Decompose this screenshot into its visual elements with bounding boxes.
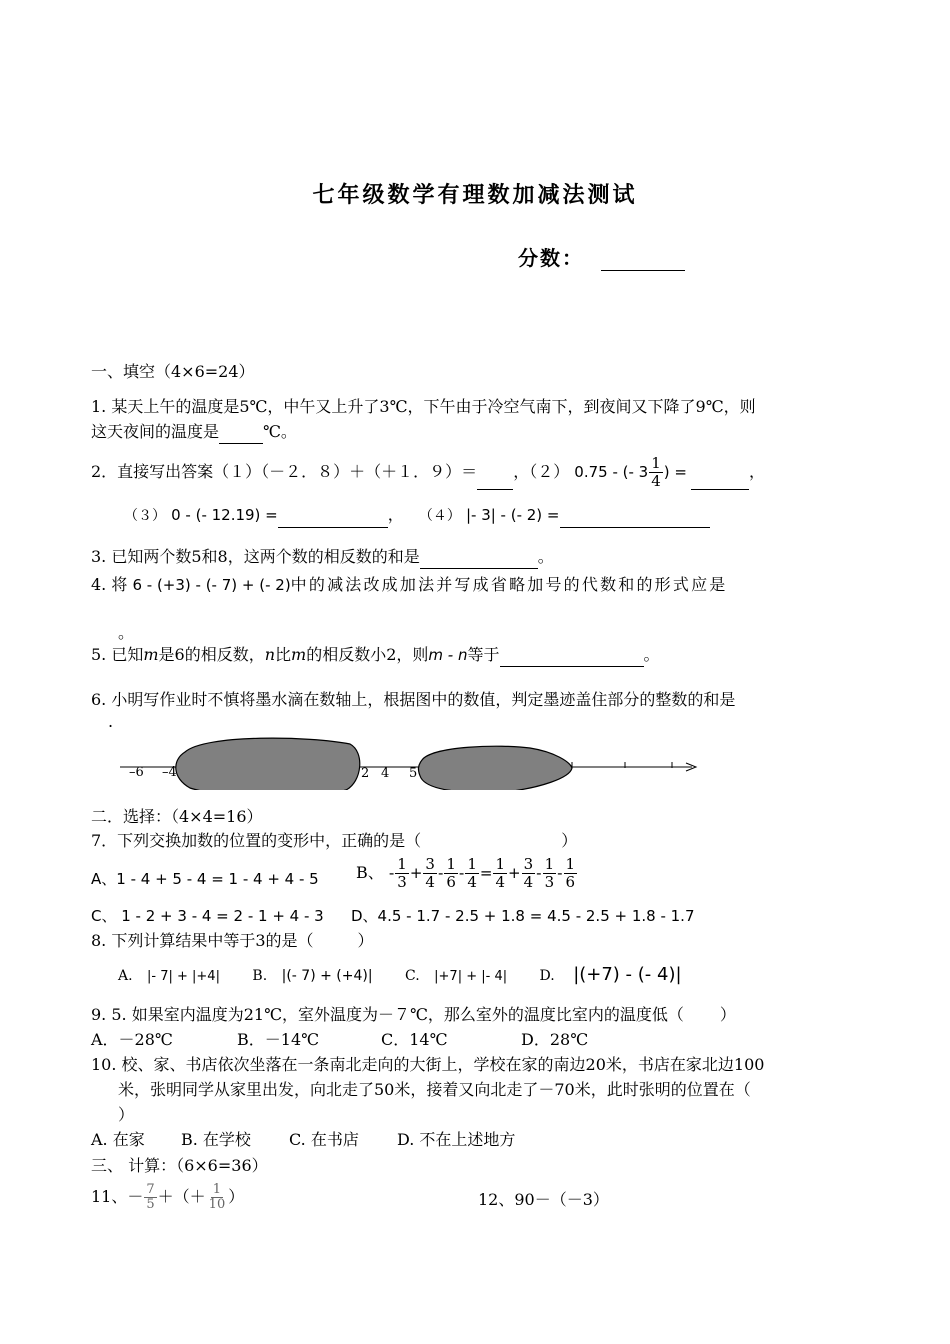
q2-blank4[interactable] <box>560 509 710 528</box>
q2-comma: ， <box>748 462 765 481</box>
q2-blank1[interactable] <box>477 471 513 490</box>
q8-a-expr: |- 7| + |+4| <box>147 969 220 984</box>
den: 4 <box>495 873 506 891</box>
q9-option-d[interactable]: D．28℃ <box>521 1030 589 1049</box>
frac <box>444 856 458 891</box>
q5-m2: m <box>291 645 307 664</box>
q8-c-expr: |+7| + |- 4| <box>434 969 508 984</box>
num: 1 <box>495 855 506 873</box>
q7-line <box>91 829 577 853</box>
q7-b-label: B、 <box>356 863 384 882</box>
q3-text: 3. 已知两个数5和8，这两个数的相反数的和是 <box>91 547 420 566</box>
q7-c-text: C、 1 - 2 + 3 - 4 = 2 - 1 + 4 - 3 <box>91 907 324 925</box>
score-blank[interactable] <box>601 248 685 271</box>
q5-text4: 的相反数小2，则 <box>306 645 429 664</box>
label-2: 2 <box>361 766 370 781</box>
den: 4 <box>523 873 534 891</box>
q2-num: 1 <box>651 454 661 472</box>
q7-text: 7．下列交换加数的位置的变形中，正确的是（ <box>91 831 422 850</box>
q10-line2: 米，张明同学从家里出发，向北走了50米，接着又向北走了－70米，此时张明的位置在（ <box>118 1080 751 1099</box>
q1-blank[interactable] <box>219 425 263 444</box>
q8-text: 8. 下列计算结果中等于3的是（ <box>91 931 314 950</box>
q9-option-a[interactable]: A．－28℃ <box>91 1030 173 1049</box>
q6-line1: 6. 小明写作业时不慎将墨水滴在数轴上，根据图中的数值，判定墨迹盖住部分的整数的和是 <box>91 690 736 709</box>
q5-n: n <box>264 645 276 664</box>
q8-b-label: B. <box>252 968 268 984</box>
q8-d-label: D. <box>539 968 555 984</box>
q10-line3: ） <box>118 1105 135 1124</box>
frac <box>465 856 479 891</box>
q2-comma2: ， <box>387 505 404 524</box>
frac <box>395 856 409 891</box>
q2-label3: （３） <box>124 508 166 524</box>
q8-b-expr: |(- 7) + (+4)| <box>281 968 373 984</box>
q8-option-b[interactable] <box>252 964 372 988</box>
den: 3 <box>544 873 555 891</box>
num: 1 <box>397 855 407 873</box>
den: 5 <box>146 1197 155 1212</box>
q5-text1: 5. 已知 <box>91 645 144 664</box>
q10-option-c[interactable]: C. 在书店 <box>289 1130 359 1149</box>
q4-end: 。 <box>118 623 135 642</box>
den: 4 <box>467 873 477 891</box>
label-neg6: –6 <box>129 765 144 780</box>
q8-a-label: A. <box>118 968 133 984</box>
q7-option-c[interactable] <box>91 904 324 928</box>
q2-part1: 2．直接写出答案（１）（－２．８）＋（＋１．９）＝ <box>91 462 478 481</box>
q2-den: 4 <box>651 472 661 490</box>
q2-expr3: 0 - (- 12.19) = <box>171 506 278 524</box>
num: 1 <box>544 855 555 873</box>
num: 1 <box>467 855 477 873</box>
q8-end: ） <box>357 931 374 950</box>
q8-d-expr: |(+7) - (- 4)| <box>573 964 682 985</box>
q7-end: ） <box>561 831 578 850</box>
den: 6 <box>565 873 576 891</box>
q5-text5: 等于 <box>467 645 500 664</box>
num: 3 <box>523 855 534 873</box>
q8-line <box>91 929 374 953</box>
q8-option-c[interactable] <box>405 964 507 989</box>
q2-expr4: |- 3| - (- 2) = <box>465 506 560 524</box>
q11-text1: 11、－ <box>91 1187 144 1206</box>
q1-line1: 1. 某天上午的温度是5℃，中午又上升了3℃，下午由于冷空气南下，到夜间又下降了9℃，则 <box>91 397 756 416</box>
frac <box>543 856 557 891</box>
q12-line: 12、90－（－3） <box>478 1190 609 1209</box>
q11-text2: ＋（＋ <box>157 1187 206 1206</box>
num: 3 <box>425 855 435 873</box>
q9-option-b[interactable]: B．－14℃ <box>237 1030 320 1049</box>
num: 1 <box>212 1182 222 1197</box>
q7-a-text: A、1 - 4 + 5 - 4 = 1 - 4 + 4 - 5 <box>91 870 319 888</box>
q2-label4: （４） <box>418 508 461 524</box>
q7-option-d[interactable] <box>351 904 695 928</box>
q10-options <box>91 1128 515 1152</box>
q11-text3: ） <box>228 1187 245 1206</box>
score-text: 分数： <box>518 246 584 270</box>
q10-option-a[interactable]: A. 在家 <box>91 1130 145 1149</box>
q1-unit: ℃。 <box>263 422 297 441</box>
q9-option-c[interactable]: C．14℃ <box>381 1030 448 1049</box>
number-line-figure <box>110 730 710 790</box>
q2-line2 <box>124 503 710 528</box>
q4-expr: 6 - (+3) - (- 7) + (- 2) <box>132 576 291 594</box>
den: 10 <box>208 1197 226 1212</box>
section-3-header: 三、 计算：（6×6=36） <box>91 1156 268 1175</box>
q5-mn: m - n <box>428 646 468 664</box>
frac <box>564 856 578 891</box>
label-5: 5 <box>409 766 418 781</box>
label-4: 4 <box>381 766 390 781</box>
q5-line <box>91 643 660 667</box>
q5-blank[interactable] <box>500 648 644 667</box>
q5-m: m <box>143 645 159 664</box>
q9-options <box>91 1028 588 1052</box>
num: 1 <box>565 855 576 873</box>
q9-line <box>91 1003 736 1027</box>
q8-c-label: C. <box>405 968 420 984</box>
q11-frac2 <box>207 1183 228 1212</box>
q2-expr2-end: ) = <box>663 463 687 481</box>
q10-line1: 10. 校、家、书店依次坐落在一条南北走向的大街上，学校在家的南边20米，书店在家北边100 <box>91 1055 765 1074</box>
q1-line2 <box>91 420 297 444</box>
section-1-header: 一、填空（4×6=24） <box>91 362 255 381</box>
q11-frac1 <box>144 1183 156 1212</box>
frac <box>522 856 536 891</box>
q7-option-a[interactable] <box>91 867 319 891</box>
q7-option-b[interactable]: B、 - $\frac{1}{3}$ + $\frac{3}{4}$ - $\frac{1}{6}$ - $\frac{1}{4}$ = $\frac{1}{4}$ + $\frac{3}{4}$ - $\frac{1}{3}$ - $\frac{1}{6}$ <box>356 855 576 891</box>
q5-text3: 比 <box>275 645 292 664</box>
ink-blot-right <box>418 746 572 790</box>
page-title: 七年级数学有理数加减法测试 <box>312 182 638 208</box>
q5-end: 。 <box>643 645 660 664</box>
q3-line <box>91 545 554 569</box>
q9-end: ） <box>719 1005 736 1024</box>
q8-options <box>118 963 682 989</box>
q4-text1: 4. 将 <box>91 575 128 594</box>
q1-text: 这天夜间的温度是 <box>91 422 220 441</box>
ink-blot-left <box>176 738 360 790</box>
q10-option-b[interactable]: B. 在学校 <box>181 1130 251 1149</box>
q6-line2: . <box>108 712 114 731</box>
den: 3 <box>397 873 407 891</box>
q8-option-d[interactable] <box>540 963 682 988</box>
num: 1 <box>446 855 456 873</box>
q3-end: 。 <box>537 547 554 566</box>
label-neg4: –4 <box>162 765 177 780</box>
frac <box>493 856 507 891</box>
q2-blank3[interactable] <box>278 509 388 528</box>
q2-expr2: 0.75 - (- 3 <box>574 463 649 481</box>
q4-line <box>91 572 861 598</box>
q4-text2: 中的减法改成加法并写成省略加号的代数和的形式应是 <box>290 575 728 594</box>
q11-line <box>91 1183 244 1212</box>
q2-blank2[interactable] <box>691 471 749 490</box>
frac <box>423 856 437 891</box>
q3-blank[interactable] <box>420 550 538 569</box>
den: 6 <box>446 873 456 891</box>
score-label <box>518 242 685 271</box>
q8-option-a[interactable] <box>118 964 220 989</box>
q2-line1 <box>91 455 765 490</box>
q2-part2: ，（２） <box>513 462 570 481</box>
q10-option-d[interactable]: D. 不在上述地方 <box>397 1130 516 1149</box>
q9-text: 9. 5. 如果室内温度为21℃，室外温度为－７℃，那么室外的温度比室内的温度低（ <box>91 1005 684 1024</box>
q2-fraction <box>649 455 663 490</box>
section-2-header: 二．选择：（4×4=16） <box>91 807 263 826</box>
q7-d-text: D、4.5 - 1.7 - 2.5 + 1.8 = 4.5 - 2.5 + 1.8 - 1.7 <box>351 907 695 925</box>
num: 7 <box>146 1182 155 1197</box>
q5-text2: 是6的相反数， <box>158 645 265 664</box>
den: 4 <box>425 873 435 891</box>
